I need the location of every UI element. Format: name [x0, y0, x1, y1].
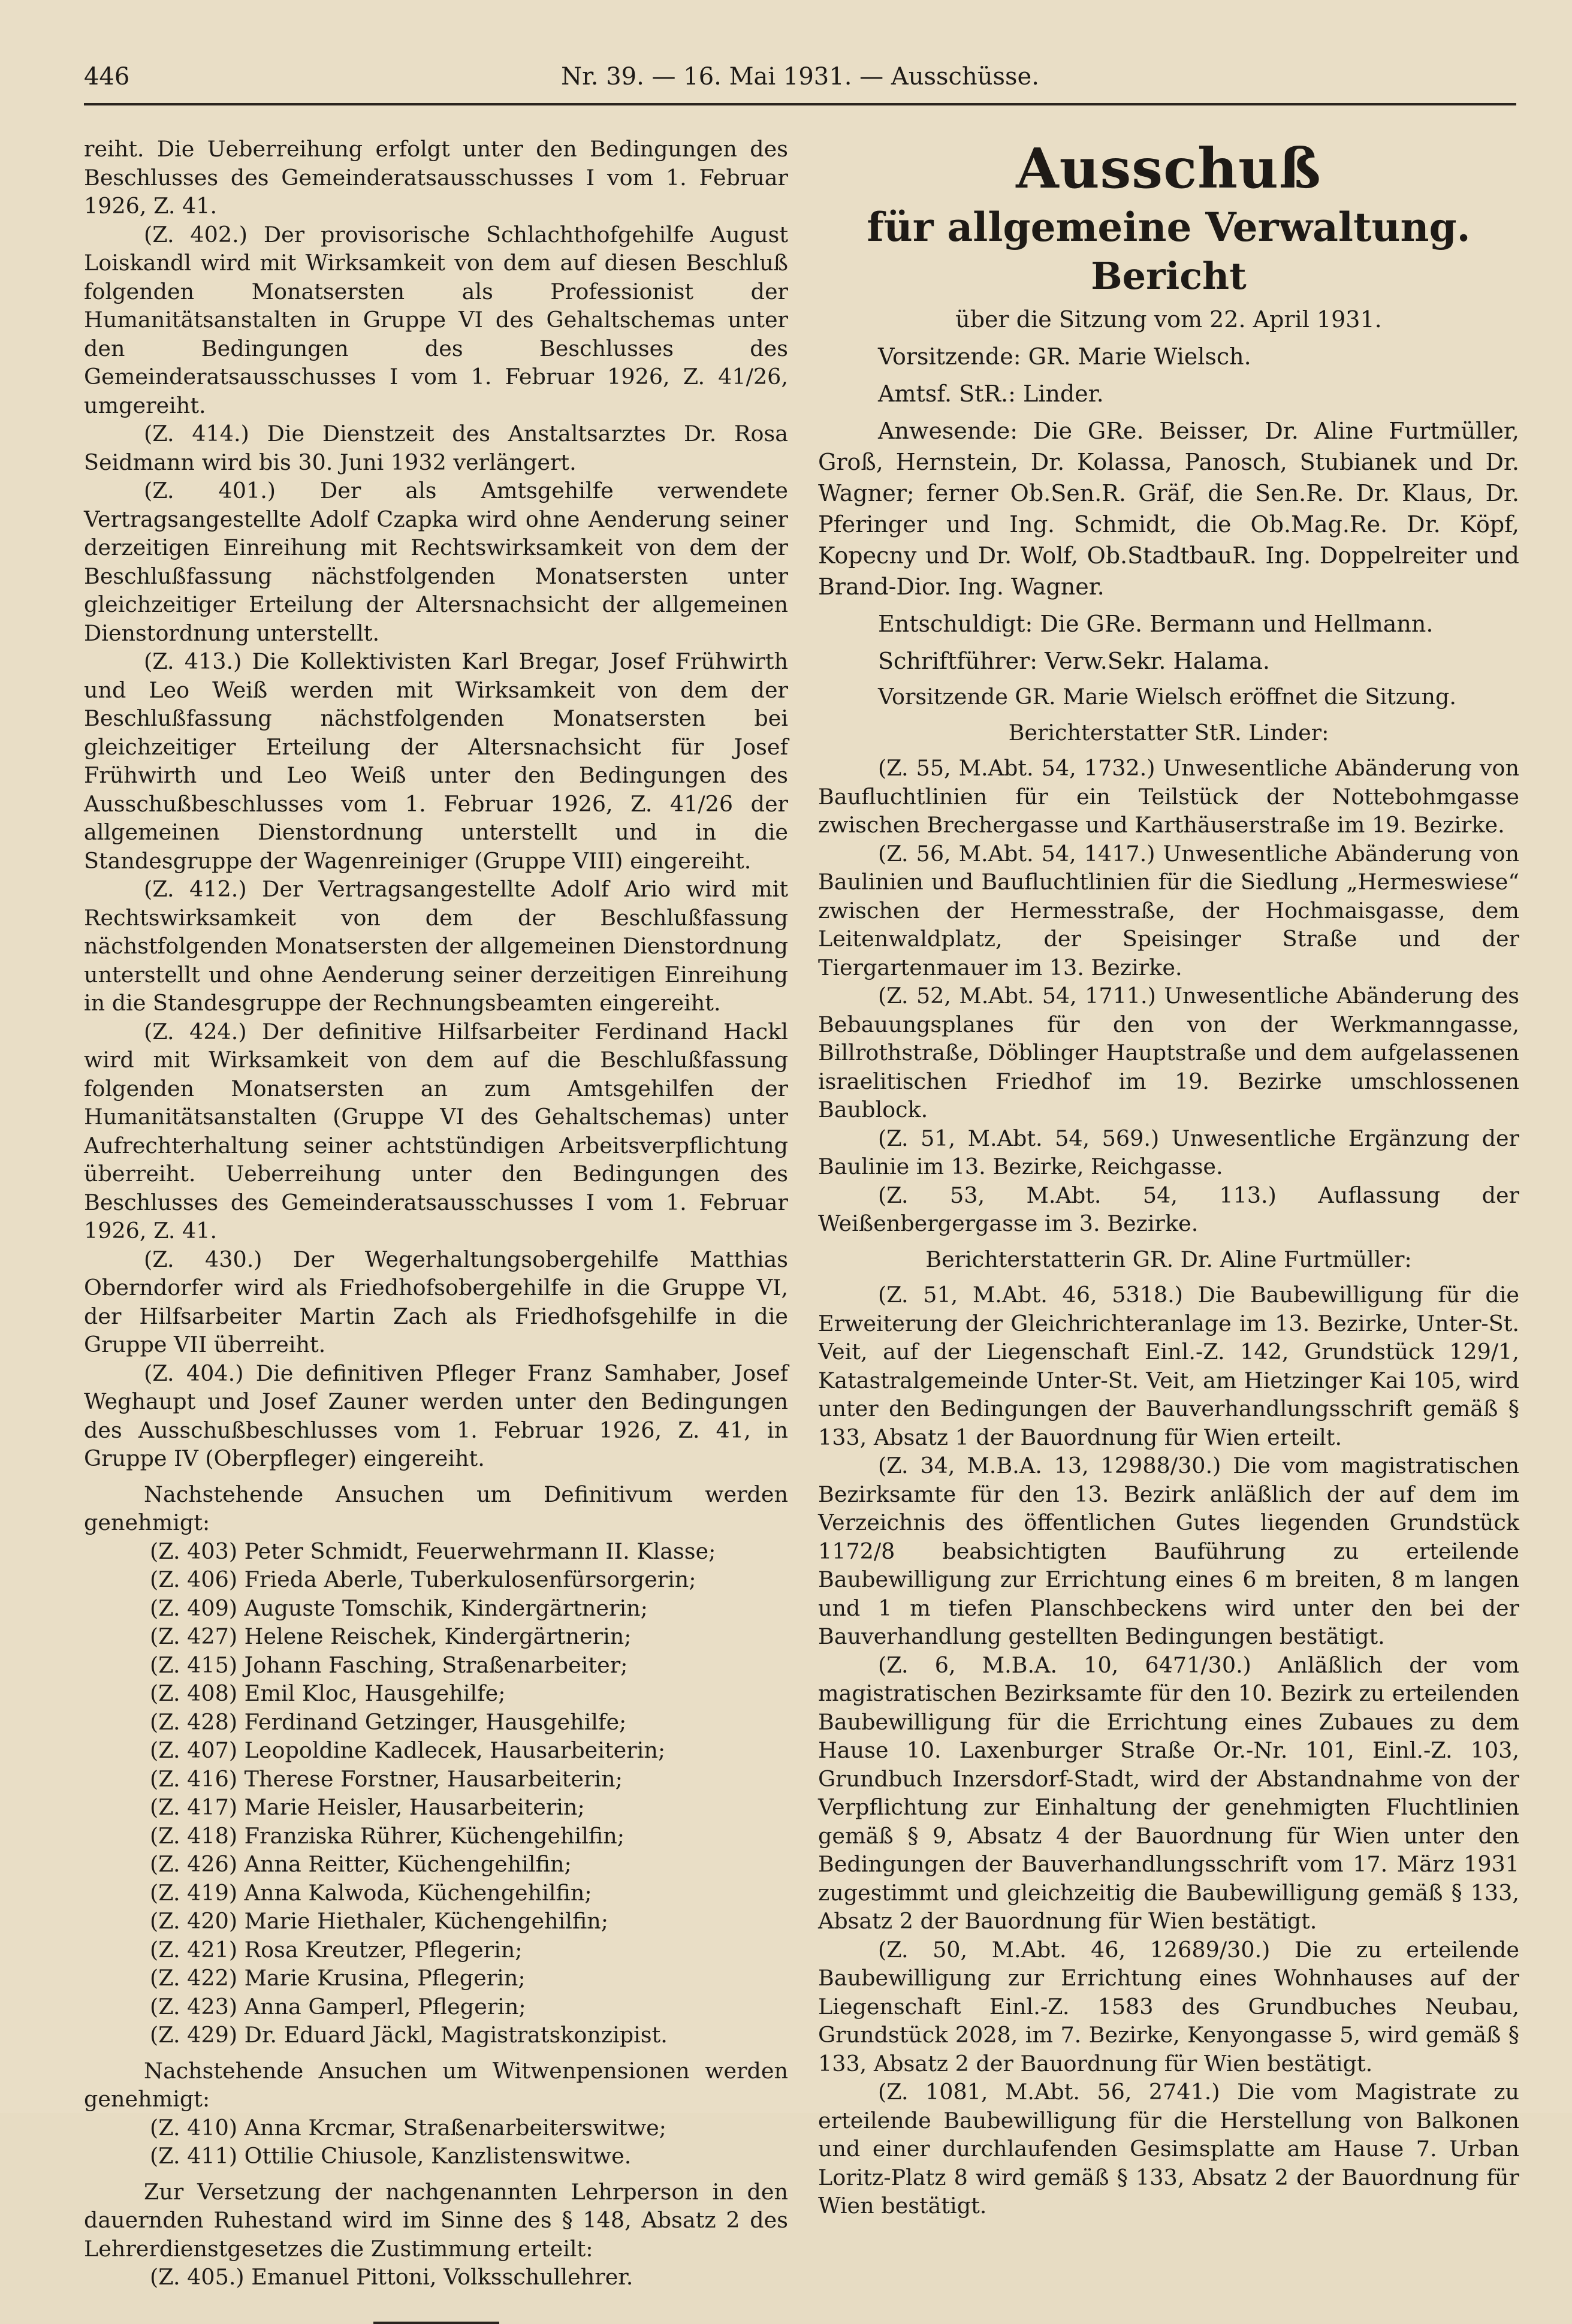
- chair: Vorsitzende: GR. Marie Wielsch.: [878, 343, 1251, 370]
- rapporteur: Berichterstatterin GR. Dr. Aline Furtmüller:: [925, 1246, 1412, 1272]
- paragraph: (Z. 401.) Der als Amtsgehilfe verwendete Vertragsangestellte Adolf Czapka wird ohne Aenderung seiner derzeitigen Einreihung mit Rechtswirksamkeit von dem der Beschlußfassung nächstfolgenden Monatsersten unter gleichzeitiger Erteilung der Altersnachsicht der allgemeinen Dienstordnung unterstellt.: [84, 478, 788, 646]
- paragraph: (Z. 412.) Der Vertragsangestellte Adolf Ario wird mit Rechtswirksamkeit von dem der Beschlußfassung nächstfolgenden Monatsersten der allgemeinen Dienstordnung unterstellt und ohne Aenderung seiner derzeitigen Einreihung in die Standesgruppe der Rechnungsbeamten eingereiht.: [84, 876, 788, 1016]
- official: Amtsf. StR.: Linder.: [878, 381, 1104, 407]
- definitivum-list: [84, 1537, 788, 2050]
- running-header: [84, 63, 1516, 105]
- section-title: Ausschuß: [1016, 136, 1321, 201]
- witwen-list: [84, 2114, 788, 2171]
- list-item: (Z. 406) Frieda Aberle, Tuberkulosenfürsorgerin;: [150, 1567, 696, 1592]
- paragraph: (Z. 51, M.Abt. 46, 5318.) Die Baubewilligung für die Erweiterung der Gleichrichteranlage im 13. Bezirke, Unter-St. Veit, auf der Liegenschaft Einl.-Z. 142, Grundstück 129/1, Katastralgemeinde Unter-St. Veit, am Hietzinger Kai 105, wird unter den Bedingungen der Bauverhandlungsschrift gemäß § 133, Absatz 1 der Bauordnung für Wien erteilt.: [818, 1282, 1519, 1450]
- definitivum-intro: Nachstehende Ansuchen um Definitivum werden genehmigt:: [84, 1481, 788, 1535]
- paragraph: (Z. 402.) Der provisorische Schlachthofgehilfe August Loiskandl wird mit Wirksamkeit von dem auf diesen Beschluß folgenden Monatsersten als Professionist der Humanitätsanstalten in Gruppe VI des Gehaltschemas unter den Bedingungen des Beschlusses des Gemeinderatsausschusses I vom 1. Februar 1926, Z. 41/26, umgereiht.: [84, 221, 788, 418]
- header-rule: [84, 103, 1516, 105]
- paragraph: (Z. 55, M.Abt. 54, 1732.) Unwesentliche Abänderung von Baufluchtlinien für ein Teilstück der Nottebohmgasse zwischen Brechergasse und Karthäuserstraße im 19. Bezirke.: [818, 755, 1519, 838]
- opening: Vorsitzende GR. Marie Wielsch eröffnet die Sitzung.: [878, 684, 1456, 710]
- list-item: (Z. 407) Leopoldine Kadlecek, Hausarbeiterin;: [150, 1737, 666, 1763]
- list-item: (Z. 410) Anna Krcmar, Straßenarbeiterswitwe;: [150, 2114, 666, 2141]
- list-item: (Z. 408) Emil Kloc, Hausgehilfe;: [150, 1680, 506, 1706]
- attendees: Anwesende: Die GRe. Beisser, Dr. Aline Furtmüller, Groß, Hernstein, Dr. Kolassa, Panosch, Stubianek und Dr. Wagner; ferner Ob.Sen.R. Gräf, die Sen.Re. Dr. Klaus, Dr. Pferinger und Ing. Schmidt, die Ob.Mag.Re. Dr. Köpf, Kopecny und Dr. Wolf, Ob.StadtbauR. Ing. Doppelreiter und Brand-Dior. Ing. Wagner.: [818, 418, 1519, 600]
- excused: Entschuldigt: Die GRe. Bermann und Hellmann.: [878, 611, 1434, 637]
- rapporteur: Berichterstatter StR. Linder:: [1008, 719, 1329, 746]
- paragraph: (Z. 6, M.B.A. 10, 6471/30.) Anläßlich der vom magistratischen Bezirksamte für den 10. Bezirk zu erteilenden Baubewilligung für die Errichtung eines Zubaues zu dem Hause 10. Laxenburger Straße Or.-Nr. 101, Einl.-Z. 103, Grundbuch Inzersdorf-Stadt, wird der Abstandnahme von der Verpflichtung zur Einhaltung der genehmigten Fluchtlinien gemäß § 9, Absatz 4 der Bauordnung für Wien unter den Bedingungen der Bauverhandlungsschrift vom 17. März 1931 zugestimmt und gleichzeitig die Baubewilligung gemäß § 133, Absatz 2 der Bauordnung für Wien bestätigt.: [818, 1652, 1519, 1934]
- paragraph: (Z. 1081, M.Abt. 56, 2741.) Die vom Magistrate zu erteilende Baubewilligung für die Herstellung von Balkonen und einer durchlaufenden Gesimsplatte am Hause 7. Urban Loritz-Platz 8 wird gemäß § 133, Absatz 2 der Bauordnung für Wien bestätigt.: [818, 2079, 1519, 2219]
- paragraph: (Z. 413.) Die Kollektivisten Karl Bregar, Josef Frühwirth und Leo Weiß werden mit Wirksamkeit von dem der Beschlußfassung nächstfolgenden Monatsersten bei gleichzeitiger Erteilung der Altersnachsicht für Josef Frühwirth und Leo Weiß unter den Bedingungen des Ausschußbeschlusses vom 1. Februar 1926, Z. 41/26 der allgemeinen Dienstordnung unterstellt und in die Standesgruppe der Wagenreiniger (Gruppe VIII) eingereiht.: [84, 648, 788, 874]
- paragraph: (Z. 50, M.Abt. 46, 12689/30.) Die zu erteilende Baubewilligung zur Errichtung eines Wohnhauses auf der Liegenschaft Einl.-Z. 1583 des Grundbuches Neubau, Grundstück 2028, im 7. Bezirke, Kenyongasse 5, wird gemäß § 133, Absatz 2 der Bauordnung für Wien bestätigt.: [818, 1936, 1519, 2076]
- list-item: (Z. 429) Dr. Eduard Jäckl, Magistratskonzipist.: [150, 2022, 668, 2048]
- report-heading: Bericht: [1091, 254, 1247, 298]
- list-item: (Z. 423) Anna Gamperl, Pflegerin;: [150, 1993, 526, 2020]
- paragraph: (Z. 53, M.Abt. 54, 113.) Auflassung der Weißenbergergasse im 3. Bezirke.: [818, 1182, 1519, 1236]
- paragraph: reiht. Die Ueberreihung erfolgt unter den Bedingungen des Beschlusses des Gemeinderatsausschusses I vom 1. Februar 1926, Z. 41.: [84, 136, 788, 219]
- session-date: über die Sitzung vom 22. April 1931.: [955, 306, 1382, 333]
- paragraph: (Z. 51, M.Abt. 54, 569.) Unwesentliche Ergänzung der Baulinie im 13. Bezirke, Reichgasse.: [818, 1125, 1519, 1179]
- paragraph: Zur Versetzung der nachgenannten Lehrperson in den dauernden Ruhestand wird im Sinne des § 148, Absatz 2 des Lehrerdienstgesetzes die Zustimmung erteilt:: [84, 2178, 788, 2262]
- list-item: (Z. 411) Ottilie Chiusole, Kanzlistenswitwe.: [150, 2143, 632, 2169]
- list-item: (Z. 416) Therese Forstner, Hausarbeiterin;: [150, 1765, 623, 1792]
- list-item: (Z. 422) Marie Krusina, Pflegerin;: [150, 1965, 526, 1991]
- list-item: (Z. 403) Peter Schmidt, Feuerwehrmann II. Klasse;: [150, 1538, 716, 1564]
- left-column: [84, 135, 788, 2324]
- secretary: Schriftführer: Verw.Sekr. Halama.: [878, 648, 1270, 674]
- list-item: (Z. 427) Helene Reischek, Kindergärtnerin;: [150, 1623, 632, 1649]
- paragraph: (Z. 430.) Der Wegerhaltungsobergehilfe Matthias Oberndorfer wird als Friedhofsobergehilfe in die Gruppe VI, der Hilfsarbeiter Martin Zach als Friedhofsgehilfe in die Gruppe VII überreiht.: [84, 1246, 788, 1357]
- section-subtitle: für allgemeine Verwaltung.: [867, 204, 1471, 250]
- list-item: (Z. 405.) Emanuel Pittoni, Volksschullehrer.: [150, 2264, 633, 2290]
- paragraph: (Z. 34, M.B.A. 13, 12988/30.) Die vom magistratischen Bezirksamte für den 13. Bezirk anläßlich der auf dem im Verzeichnis des öffentlichen Gutes liegenden Grundstück 1172/8 beabsichtigten Bauführung zu erteilende Baubewilligung zur Errichtung eines 6 m breiten, 8 m langen und 1 m tiefen Planschbeckens wird unter den bei der Bauverhandlung gestellten Bedingungen bestätigt.: [818, 1453, 1519, 1649]
- list-item: (Z. 417) Marie Heisler, Hausarbeiterin;: [150, 1794, 585, 1820]
- list-item: (Z. 418) Franziska Rührer, Küchengehilfin;: [150, 1822, 625, 1849]
- list-item: (Z. 421) Rosa Kreutzer, Pflegerin;: [150, 1936, 523, 1963]
- paragraph: (Z. 424.) Der definitive Hilfsarbeiter Ferdinand Hackl wird mit Wirksamkeit von dem auf die Beschlußfassung folgenden Monatsersten an zum Amtsgehilfen der Humanitätsanstalten (Gruppe VI des Gehaltschemas) unter Aufrechterhaltung seiner achtstündigen Arbeitsverpflichtung überreiht. Ueberreihung unter den Bedingungen des Beschlusses des Gemeinderatsausschusses I vom 1. Februar 1926, Z. 41.: [84, 1018, 788, 1244]
- paragraph: (Z. 52, M.Abt. 54, 1711.) Unwesentliche Abänderung des Bebauungsplanes für den von der Werkmanngasse, Billrothstraße, Döblinger Hauptstraße und dem aufgelassenen israelitischen Friedhof im 19. Bezirke umschlossenen Baublock.: [818, 983, 1519, 1122]
- list-item: (Z. 419) Anna Kalwoda, Küchengehilfin;: [150, 1879, 592, 1906]
- paragraph: (Z. 414.) Die Dienstzeit des Anstaltsarztes Dr. Rosa Seidmann wird bis 30. Juni 1932 verlängert.: [84, 421, 788, 475]
- list-item: (Z. 426) Anna Reitter, Küchengehilfin;: [150, 1851, 572, 1877]
- paragraph: (Z. 56, M.Abt. 54, 1417.) Unwesentliche Abänderung von Baulinien und Baufluchtlinien für die Siedlung „Hermeswiese“ zwischen der Hermesstraße, der Hochmaisgasse, dem Leitenwaldplatz, der Speisinger Straße und der Tiergartenmauer im 13. Bezirke.: [818, 840, 1519, 980]
- right-column: [818, 135, 1519, 2220]
- page-number: 446: [84, 63, 130, 90]
- witwen-intro: Nachstehende Ansuchen um Witwenpensionen werden genehmigt:: [84, 2057, 788, 2112]
- end-rule: [373, 2322, 499, 2324]
- list-item: (Z. 415) Johann Fasching, Straßenarbeiter;: [150, 1652, 628, 1678]
- list-item: (Z. 428) Ferdinand Getzinger, Hausgehilfe;: [150, 1709, 627, 1735]
- list-item: (Z. 420) Marie Hiethaler, Küchengehilfin;: [150, 1908, 609, 1934]
- running-head: Nr. 39. — 16. Mai 1931. — Ausschüsse.: [561, 63, 1039, 90]
- list-item: (Z. 409) Auguste Tomschik, Kindergärtnerin;: [150, 1595, 648, 1621]
- paragraph: (Z. 404.) Die definitiven Pfleger Franz Samhaber, Josef Weghaupt und Josef Zauner werden unter den Bedingungen des Ausschußbeschlusses vom 1. Februar 1926, Z. 41, in Gruppe IV (Oberpfleger) eingereiht.: [84, 1360, 788, 1471]
